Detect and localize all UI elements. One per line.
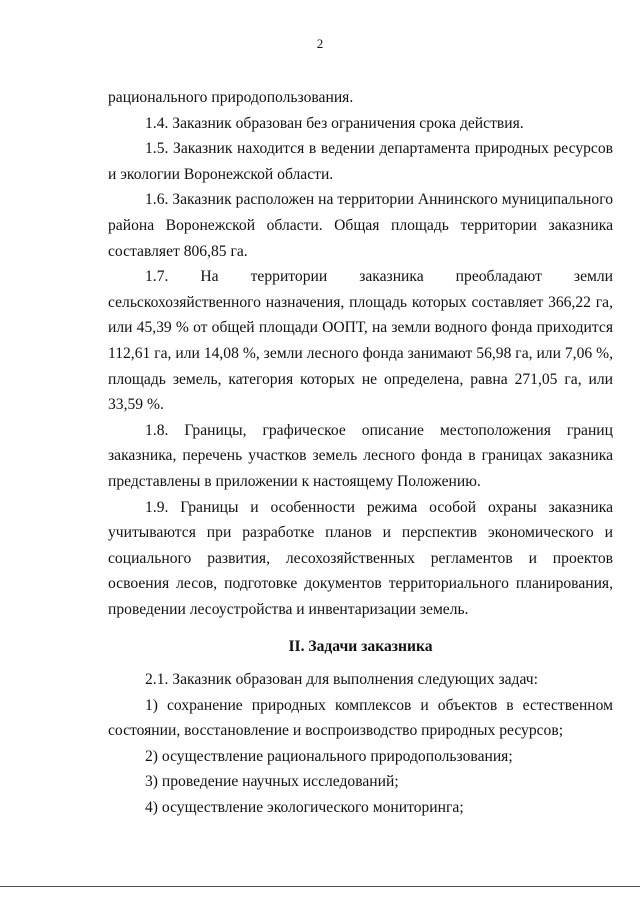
- paragraph-1-5: 1.5. Заказник находится в ведении департамента природных ресурсов и экологии Воронежской области.: [108, 140, 613, 183]
- paragraph-1-9: 1.9. Границы и особенности режима особой охраны заказника учитываются при разработке планов и перспектив экономического и социального развития, лесохозяйственных регламентов и проектов освоения лесов, подготовке документов территориального планирования, проведении лесоустройства и инвентаризации земель.: [108, 498, 613, 618]
- paragraph-continuation: рационального природопользования.: [108, 89, 354, 106]
- section-title: II. Задачи заказника: [288, 638, 433, 656]
- paragraph-1-6: 1.6. Заказник расположен на территории Аннинского муниципального района Воронежской области. Общая площадь территории заказника составляет 806,85 га.: [108, 191, 613, 260]
- document-body: [108, 85, 613, 821]
- task-item-2: 2) осуществление рационального природопользования;: [145, 747, 513, 765]
- paragraph-1-8: 1.8. Границы, графическое описание местоположения границ заказника, перечень участков земель лесного фонда в границах заказника представлены в приложении к настоящему Положению.: [108, 421, 613, 490]
- paragraph-1-4: 1.4. Заказник образован без ограничения срока действия.: [145, 114, 524, 132]
- task-item-1: 1) сохранение природных комплексов и объектов в естественном состоянии, восстановление и воспроизводство природных ресурсов;: [108, 696, 613, 740]
- page-number: 2: [316, 36, 324, 51]
- page-edge-line: [0, 886, 640, 887]
- task-item-3: 3) проведение научных исследований;: [145, 773, 399, 791]
- paragraph-1-7: 1.7. На территории заказника преобладают земли сельскохозяйственного назначения, площадь которых составляет 366,22 га, или 45,39 % от общей площади ООПТ, на земли водного фонда приходится 112,61 га, или 14,08 %, земли лесного фонда занимают 56,98 га, или 7,06 %, площадь земель, категория которых не определена, равна 271,05 га, или 33,59 %.: [108, 268, 613, 414]
- paragraph-2-1: 2.1. Заказник образован для выполнения следующих задач:: [145, 671, 538, 689]
- task-item-4: 4) осуществление экологического мониторинга;: [145, 799, 464, 817]
